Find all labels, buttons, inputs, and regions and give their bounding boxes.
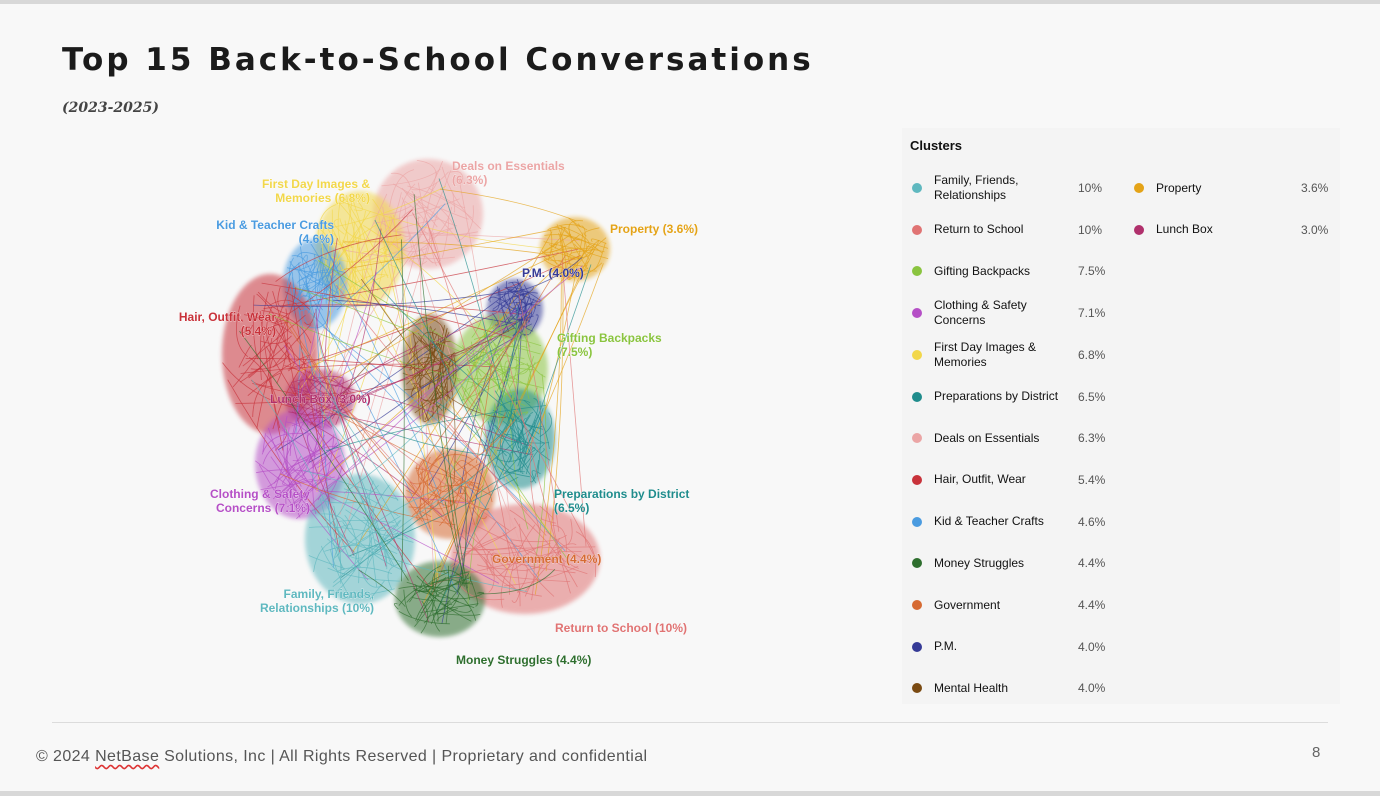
legend-value: 5.4% [1078,472,1106,487]
network-label-line: (6.5%) [554,501,590,515]
network-label-line: (7.5%) [557,345,593,359]
legend-value: 6.8% [1078,347,1106,362]
legend-color-dot [1134,183,1144,193]
bottom-border [0,791,1380,796]
legend-color-dot [912,600,922,610]
legend-color-dot [912,517,922,527]
footer-brand: NetBase [95,748,160,765]
slide-title: Top 15 Back-to-School Conversations [62,42,814,78]
legend-value: 4.0% [1078,681,1106,696]
network-label-property [610,222,698,236]
network-label-family [260,587,374,615]
network-label-line: Preparations by District [554,487,690,501]
network-label-line: Memories (6.8%) [275,191,370,205]
legend-label: Preparations by District [934,389,1059,403]
network-label-kid [216,218,334,246]
legend-label: Hair, Outfit, Wear [934,472,1026,487]
legend-value: 4.4% [1078,598,1106,612]
legend-item [912,504,1118,540]
legend-item [912,545,1118,581]
legend-value: 4.0% [1078,639,1106,654]
legend-label: Property [1156,180,1202,195]
legend-color-dot [912,558,922,568]
network-label-pm [522,266,584,280]
legend-item [912,670,1118,706]
legend-value: 6.5% [1078,389,1106,404]
legend-label: Gifting Backpacks [934,263,1031,278]
legend-item [912,420,1118,456]
legend-color-dot [912,392,922,402]
footer-suffix: Solutions, Inc | All Rights Reserved | Proprietary and confidential [159,748,648,765]
legend-label: Family, Friends, Relationships [934,173,1019,202]
network-label-line: (4.6%) [298,232,334,246]
legend-label: Money Struggles [934,555,1025,570]
legend-label: P.M. [934,639,958,654]
footer-divider [52,722,1328,723]
legend-label: Mental Health [934,680,1009,695]
network-label-lunch [270,392,371,406]
legend-value: 10% [1078,222,1103,237]
legend-color-dot [912,642,922,652]
legend-title: Clusters [910,138,963,153]
network-label-line: Hair, Outfit, Wear [178,310,276,324]
network-label-line: First Day Images & [261,177,370,191]
network-label-line: Money Struggles (4.4%) [456,653,592,667]
legend-label: First Day Images & Memories [934,339,1037,369]
network-label-line: Property (3.6%) [610,222,699,236]
footer-copyright [36,748,647,766]
network-label-line: Kid & Teacher Crafts [216,218,334,232]
legend-value: 3.6% [1301,181,1329,195]
cluster-network-graph [150,144,750,704]
network-label-line: Family, Friends, [283,587,374,601]
network-label-line: Lunch Box (3.0%) [270,392,371,406]
legend-color-dot [912,308,922,318]
legend-label: Government [934,597,1001,612]
legend-color-dot [1134,225,1144,235]
legend-label: Kid & Teacher Crafts [934,514,1044,529]
legend-value: 4.6% [1078,514,1106,529]
legend-item [912,462,1118,498]
legend-color-dot [912,225,922,235]
legend-item [912,212,1118,248]
footer-prefix: © 2024 [36,748,96,765]
legend-item [912,253,1118,289]
legend-item [1134,170,1341,206]
network-label-deals [452,159,565,187]
legend-label: Deals on Essentials [934,430,1040,445]
legend-value: 10% [1078,181,1103,195]
network-label-gifting [557,331,662,359]
legend-color-dot [912,266,922,276]
network-label-clothing [210,487,310,515]
network-edge [333,410,491,456]
legend-item [912,295,1118,331]
legend-item [1134,212,1341,248]
network-label-line: (5.4%) [240,324,276,338]
network-label-line: Clothing & Safety [209,487,310,501]
legend-label: Return to School [934,222,1024,237]
legend-color-dot [912,433,922,443]
legend-label: Lunch Box [1156,222,1213,237]
legend-item [912,337,1118,373]
slide-subtitle: (2023-2025) [62,100,159,116]
network-label-line: (6.3%) [452,173,488,187]
legend-color-dot [912,183,922,193]
legend-item [912,170,1118,206]
legend-label: Clothing & Safety Concerns [934,298,1027,328]
network-label-return [555,621,687,635]
network-label-line: Government (4.4%) [492,552,602,566]
network-label-line: Gifting Backpacks [557,331,662,345]
page-number: 8 [1312,744,1321,761]
legend-item [912,629,1118,665]
legend-value: 7.1% [1078,306,1106,321]
legend-value: 3.0% [1301,222,1329,237]
legend-value: 4.4% [1078,556,1106,571]
network-label-line: Relationships (10%) [259,601,374,615]
legend-item [912,587,1118,623]
legend-color-dot [912,350,922,360]
legend-value: 6.3% [1078,431,1106,446]
legend-color-dot [912,475,922,485]
network-label-line: P.M. (4.0%) [522,266,584,280]
legend-value: 7.5% [1078,264,1106,279]
network-label-line: Deals on Essentials [452,159,565,173]
clusters-legend [902,128,1340,704]
network-label-money [456,653,591,667]
network-label-line: Return to School (10%) [555,621,688,635]
network-label-prep [554,487,689,515]
legend-item [912,379,1118,415]
network-label-line: Concerns (7.1%) [215,501,310,515]
network-label-government [492,552,601,566]
network-label-first_day [262,177,370,205]
legend-color-dot [912,683,922,693]
